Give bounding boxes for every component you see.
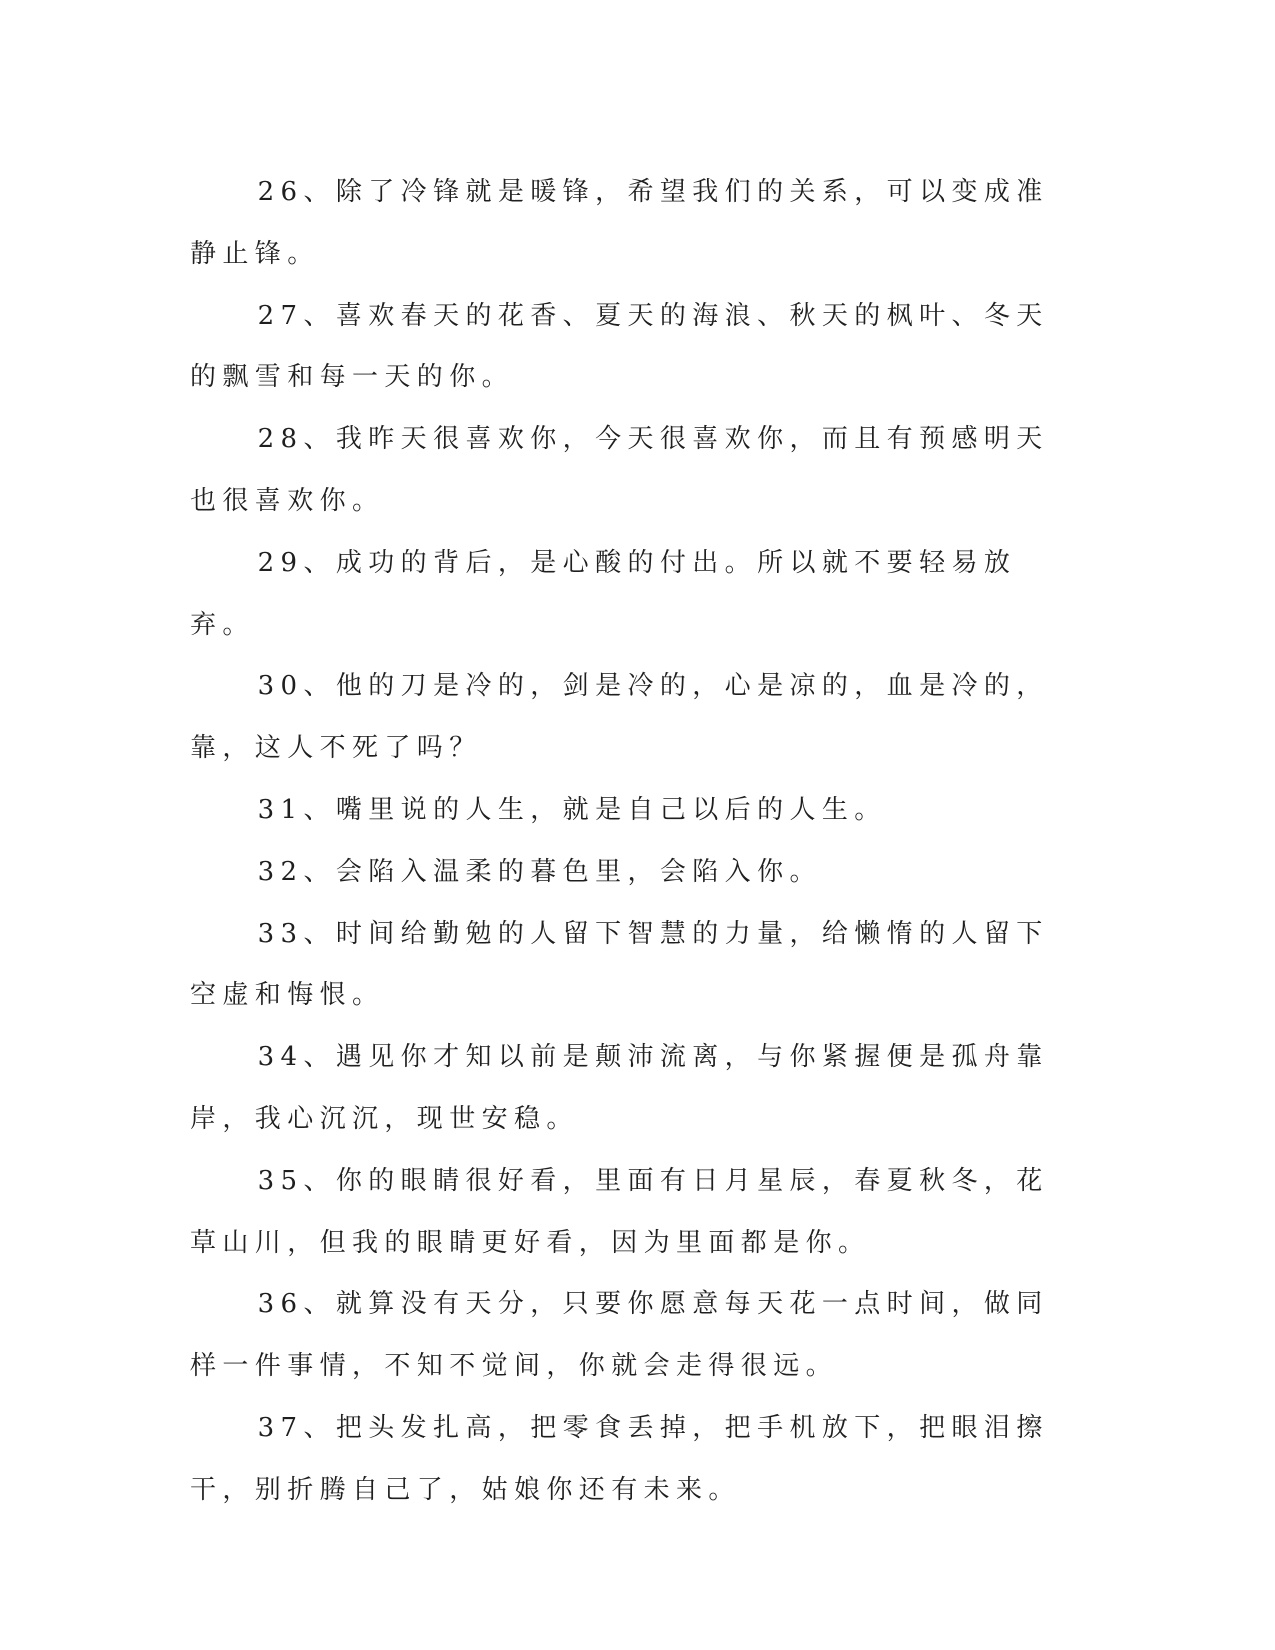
paragraph-33: 33、时间给勤勉的人留下智慧的力量，给懒惰的人留下空虚和悔恨。 <box>190 918 1049 1011</box>
paragraph-37: 37、把头发扎高，把零食丢掉，把手机放下，把眼泪擦干，别折腾自己了，姑娘你还有未来。 <box>190 1412 1049 1505</box>
paragraph-35: 35、你的眼睛很好看，里面有日月星辰，春夏秋冬，花草山川，但我的眼睛更好看，因为里面都是你。 <box>190 1165 1049 1258</box>
paragraph-27: 27、喜欢春天的花香、夏天的海浪、秋天的枫叶、冬天的飘雪和每一天的你。 <box>190 300 1049 393</box>
paragraph-26: 26、除了冷锋就是暖锋，希望我们的关系，可以变成准静止锋。 <box>190 177 1049 269</box>
paragraph-36: 36、就算没有天分，只要你愿意每天花一点时间，做同样一件事情，不知不觉间，你就会走得很远。 <box>190 1289 1049 1382</box>
paragraph-28: 28、我昨天很喜欢你，今天很喜欢你，而且有预感明天也很喜欢你。 <box>190 424 1049 516</box>
document-body <box>190 162 1080 1522</box>
paragraph-32: 32、会陷入温柔的暮色里，会陷入你。 <box>257 856 822 887</box>
paragraph-34: 34、遇见你才知以前是颠沛流离，与你紧握便是孤舟靠岸，我心沉沉，现世安稳。 <box>190 1042 1049 1134</box>
paragraph-30: 30、他的刀是冷的，剑是冷的，心是凉的，血是冷的，靠，这人不死了吗？ <box>190 671 1049 764</box>
paragraph-31: 31、嘴里说的人生，就是自己以后的人生。 <box>257 794 887 825</box>
paragraph-29: 29、成功的背后，是心酸的付出。所以就不要轻易放弃。 <box>190 547 1017 640</box>
